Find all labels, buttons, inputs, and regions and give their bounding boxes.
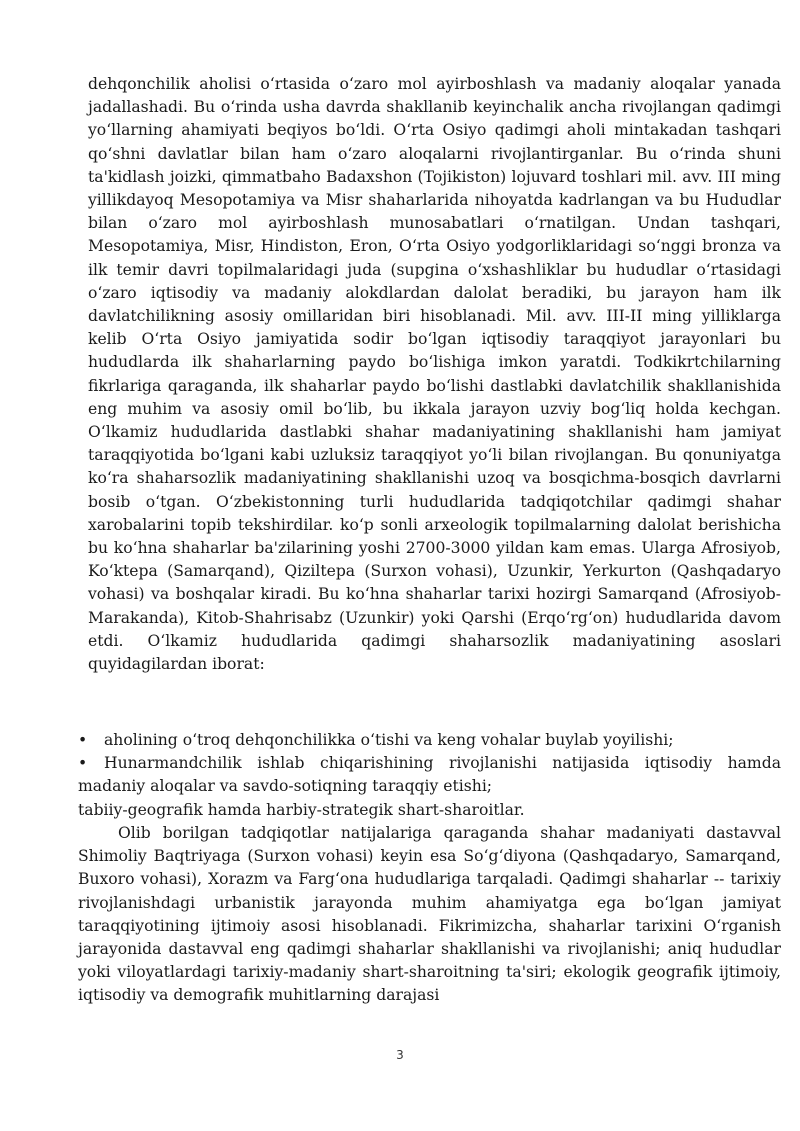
- bullet-icon: •: [78, 754, 88, 773]
- bullet-icon: •: [78, 731, 88, 749]
- body-paragraph-2: Olib borilgan tadqiqotlar natijalariga qaraganda shahar madaniyati dastavval Shimoliy Baqtriyaga (Surxon vohasi) keyin esa So‘g‘diyona (Qashqadaryo, Samarqand, Buxoro vohasi), Xorazm va Farg‘ona hududlariga tarqaladi. Qadimgi shaharlar -- tarixiy rivojlanishdagi urbanistik jarayonda muhim ahamiyatga ega bo‘lgan jamiyat taraqqiyotining ijtimoiy asosi hisoblanadi. Fikrimizcha, shaharlar tarixini O‘rganish jarayonida dastavval eng qadimgi shaharlar shakllanishi va rivojlanishi; aniq hududlar yoki viloyatlardagi tarixiy-madaniy shart-sharoitning ta'siri; ekologik geografik ijtimoiy, iqtisodiy va demografik muhitlarning darajasi: [78, 824, 781, 1005]
- plain-line: tabiiy-geografik hamda harbiy-strategik shart-sharoitlar.: [78, 800, 525, 819]
- bullet-item-2: [78, 752, 781, 798]
- bullet-item-text: Hunarmandchilik ishlab chiqarishining rivojlanishi natijasida iqtisodiy hamda madaniy aloqalar va savdo-sotiqning taraqqiy etishi;: [78, 754, 781, 796]
- body-paragraph-1: dehqonchilik aholisi o‘rtasida o‘zaro mol ayirboshlash va madaniy aloqalar yanada jadallashadi. Bu o‘rinda usha davrda shakllanib keyinchalik ancha rivojlangan qadimgi yo‘llarning ahamiyati beqiyos bo‘ldi. O‘rta Osiyo qadimgi aholi mintakadan tashqari qo‘shni davlatlar bilan ham o‘zaro aloqalarni rivojlantirganlar. Bu o‘rinda shuni ta'kidlash joizki, qimmatbaho Badaxshon (Tojikiston) lojuvard toshlari mil. avv. III ming yillikdayoq Mesopotamiya va Misr shaharlarida nihoyatda kadrlangan va bu Hududlar bilan o‘zaro mol ayirboshlash munosabatlari o‘rnatilgan. Undan tashqari, Mesopotamiya, Misr, Hindiston, Eron, O‘rta Osiyo yodgorliklaridagi so‘nggi bronza va ilk temir davri topilmalaridagi juda (supgina o‘xshashliklar bu hududlar o‘rtasidagi o‘zaro iqtisodiy va madaniy alokdlardan dalolat beradiki, bu jarayon ham ilk davlatchilikning asosiy omillaridan biri hisoblanadi. Mil. avv. III-II ming yilliklarga kelib O‘rta Osiyo jamiyatida sodir bo‘lgan iqtisodiy taraqqiyot jarayonlari bu hududlarda ilk shaharlarning paydo bo‘lishiga imkon yaratdi. Todkikrtchilarning fikrlariga qaraganda, ilk shaharlar paydo bo‘lishi dastlabki davlatchilik shakllanishida eng muhim va asosiy omil bo‘lib, bu ikkala jarayon uzviy bog‘liq holda kechgan. O‘lkamiz hududlarida dastlabki shahar madaniyatining shakllanishi ham jamiyat taraqqiyotida bo‘lgani kabi uzluksiz taraqqiyot yo‘li bilan rivojlangan. Bu qonuniyatga ko‘ra shaharsozlik madaniyatining shakllanishi uzoq va bosqichma-bosqich davrlarni bosib o‘tgan. O‘zbekistonning turli hududlarida tadqiqotchilar qadimgi shahar xarobalarini topib tekshirdilar. ko‘p sonli arxeologik topilmalarning dalolat berishicha bu ko‘hna shaharlar ba'zilarining yoshi 2700-3000 yildan kam emas. Ularga Afrosiyob, Ko‘ktepa (Samarqand), Qiziltepa (Surxon vohasi), Uzunkir, Yerkurton (Qashqadaryo vohasi) va boshqalar kiradi. Bu ko‘hna shaharlar tarixi hozirgi Samarqand (Afrosiyob-Marakanda), Kitob-Shahrisabz (Uzunkir) yoki Qarshi (Erqo‘rg‘on) hududlarida davom etdi. O‘lkamiz hududlarida qadimgi shaharsozlik madaniyatining asoslari quyidagilardan iborat:: [88, 75, 781, 674]
- bullet-item-text: aholining o‘troq dehqonchilikka o‘tishi va keng vohalar buylab yoyilishi;: [104, 731, 674, 749]
- bullet-list: [78, 729, 781, 822]
- bullet-item-1: [78, 729, 781, 752]
- page-number: 3: [396, 1048, 404, 1062]
